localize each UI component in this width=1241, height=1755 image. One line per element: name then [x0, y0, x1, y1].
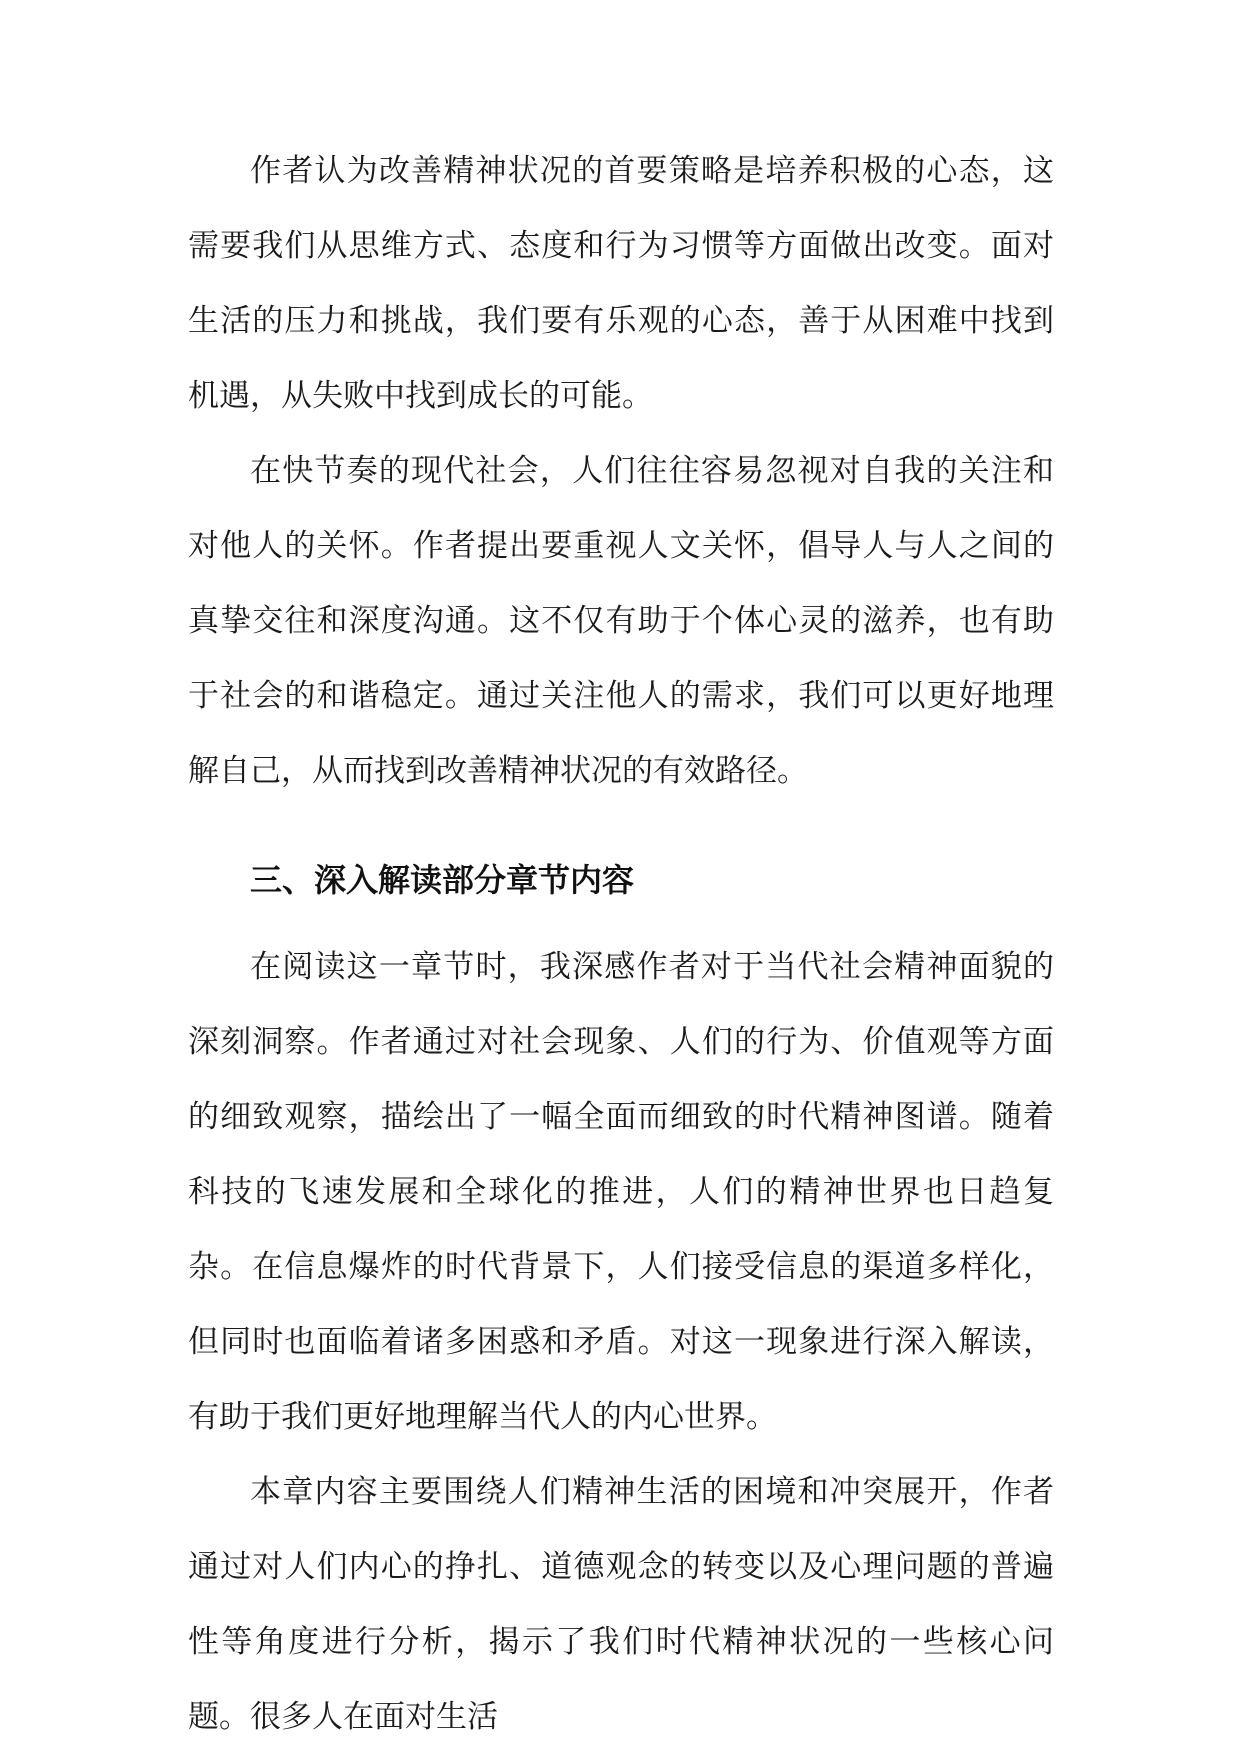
- paragraph-positive-mindset: 作者认为改善精神状况的首要策略是培养积极的心态，这需要我们从思维方式、态度和行为习惯等方面做出改变。面对生活的压力和挑战，我们要有乐观的心态，善于从困难中找到机遇，从失败中找到成长的可能。: [188, 153, 1054, 414]
- paragraph-chapter-content: 本章内容主要围绕人们精神生活的困境和冲突展开，作者通过对人们内心的挣扎、道德观念的转变以及心理问题的普遍性等角度进行分析，揭示了我们时代精神状况的一些核心问题。很多人在面对生活: [188, 1474, 1054, 1735]
- section-heading: 三、深入解读部分章节内容: [250, 861, 635, 899]
- body-text-top: [188, 134, 1054, 809]
- paragraph-chapter-reading: 在阅读这一章节时，我深感作者对于当代社会精神面貌的深刻洞察。作者通过对社会现象、人们的行为、价值观等方面的细致观察，描绘出了一幅全面而细致的时代精神图谱。随着科技的飞速发展和全球化的推进，人们的精神世界也日趋复杂。在信息爆炸的时代背景下，人们接受信息的渠道多样化，但同时也面临着诸多困惑和矛盾。对这一现象进行深入解读，有助于我们更好地理解当代人的内心世界。: [188, 949, 1054, 1435]
- body-text-bottom: [188, 930, 1054, 1755]
- paragraph-humanistic-care: 在快节奏的现代社会，人们往往容易忽视对自我的关注和对他人的关怀。作者提出要重视人文关怀，倡导人与人之间的真挚交往和深度沟通。这不仅有助于个体心灵的滋养，也有助于社会的和谐稳定。通过关注他人的需求，我们可以更好地理解自己，从而找到改善精神状况的有效路径。: [188, 453, 1054, 789]
